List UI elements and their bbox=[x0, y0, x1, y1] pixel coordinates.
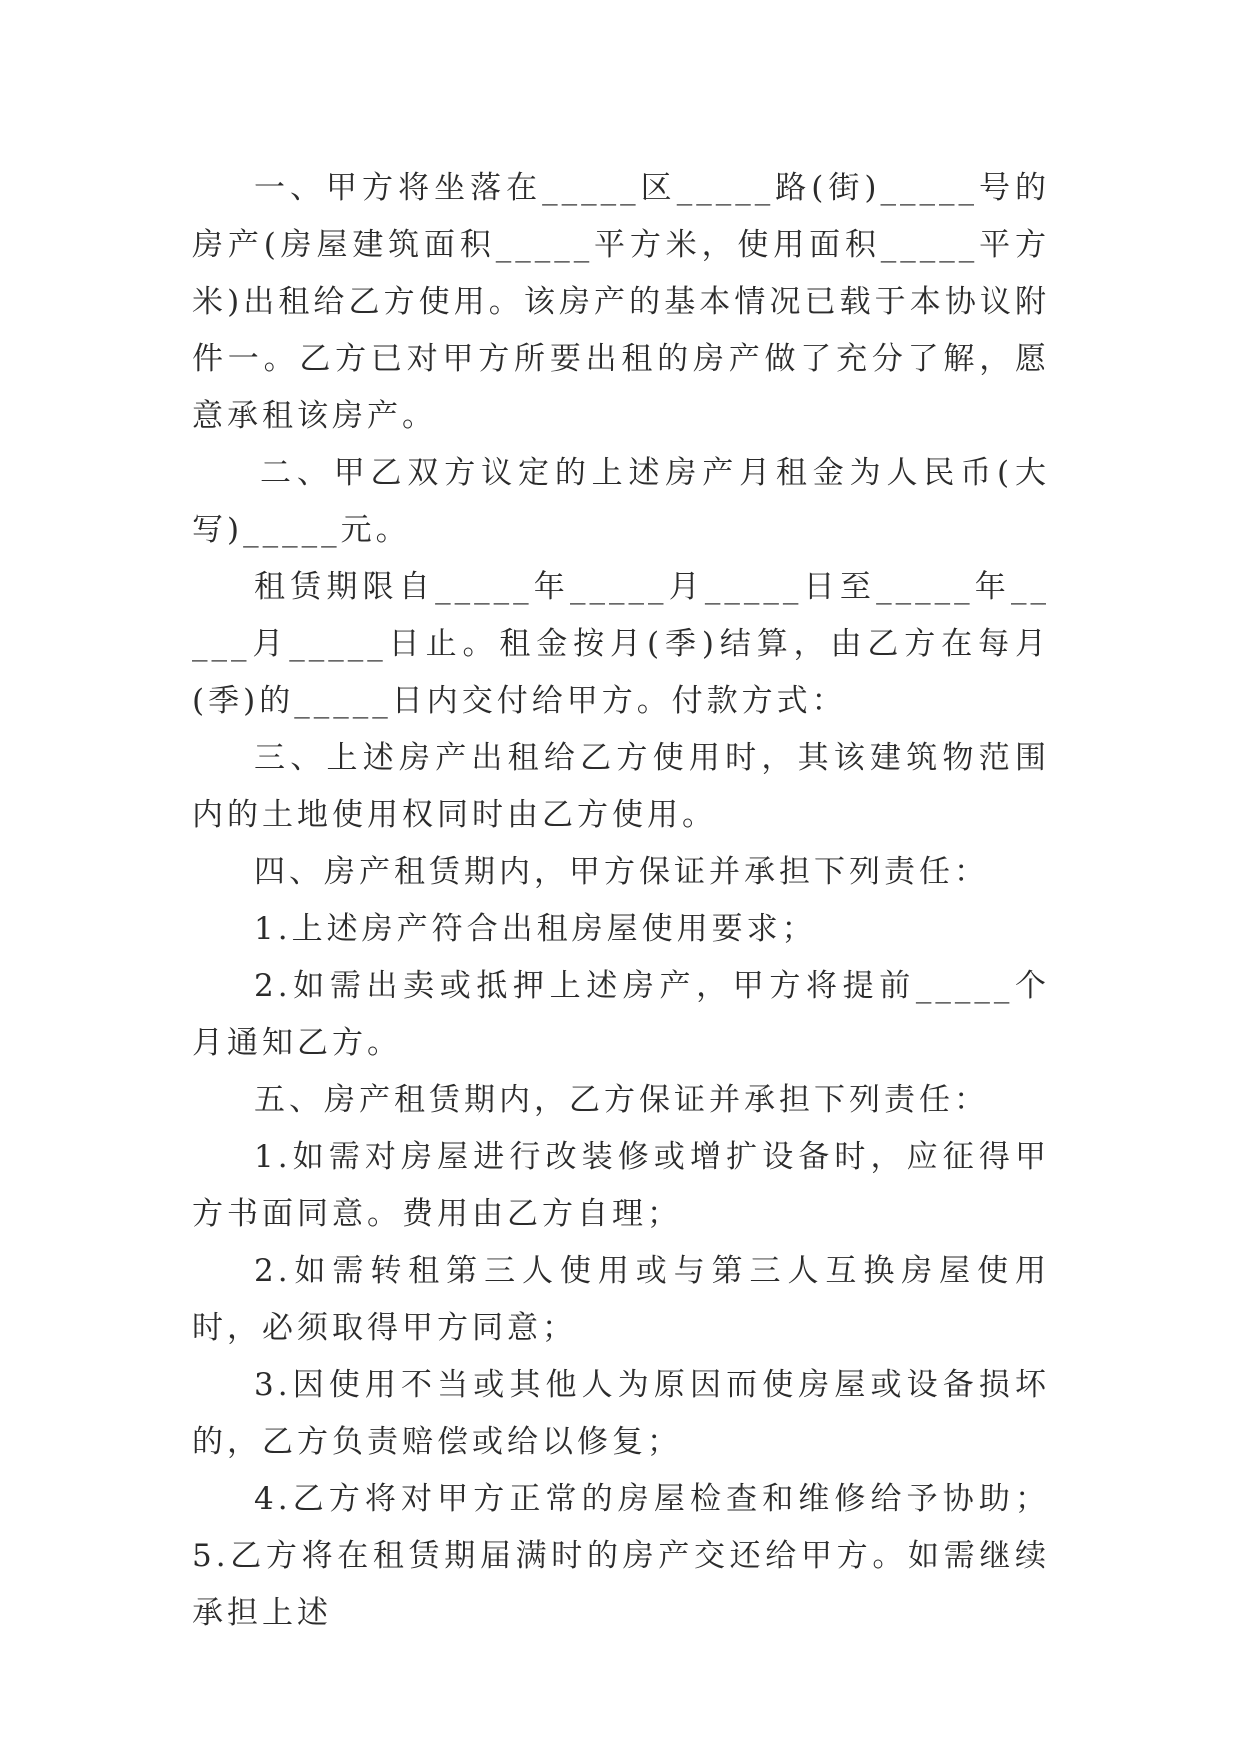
clause-4-item-2: 2.如需出卖或抵押上述房产，甲方将提前_____个月通知乙方。 bbox=[192, 968, 1050, 1061]
clause-5-item-2: 2.如需转租第三人使用或与第三人互换房屋使用时，必须取得甲方同意； bbox=[192, 1253, 1050, 1346]
document-body bbox=[192, 160, 1050, 1642]
clause-2-paragraph: 二、甲乙双方议定的上述房产月租金为人民币(大写)_____元。 bbox=[192, 455, 1050, 548]
clause-4-item-1: 1.上述房产符合出租房屋使用要求； bbox=[254, 911, 817, 947]
clause-5-item-3: 3.因使用不当或其他人为原因而使房屋或设备损坏的，乙方负责赔偿或给以修复； bbox=[192, 1367, 1050, 1460]
clause-5-item-1: 1.如需对房屋进行改装修或增扩设备时，应征得甲方书面同意。费用由乙方自理； bbox=[192, 1139, 1050, 1232]
clause-3-paragraph: 三、上述房产出租给乙方使用时，其该建筑物范围内的土地使用权同时由乙方使用。 bbox=[192, 740, 1050, 833]
clause-5-item-4-5: 4.乙方将对甲方正常的房屋检查和维修给予协助；5.乙方将在租赁期届满时的房产交还给甲方。如需继续承担上述 bbox=[192, 1481, 1050, 1631]
clause-4-heading: 四、房产租赁期内，甲方保证并承担下列责任： bbox=[254, 854, 989, 890]
clause-1-paragraph: 一、甲方将坐落在_____区_____路(街)_____号的房产(房屋建筑面积_____平方米，使用面积_____平方米)出租给乙方使用。该房产的基本情况已载于本协议附件一。乙方已对甲方所要出租的房产做了充分了解，愿意承租该房产。 bbox=[192, 170, 1050, 434]
clause-5-heading: 五、房产租赁期内，乙方保证并承担下列责任： bbox=[254, 1082, 989, 1118]
lease-term-paragraph: 租赁期限自_____年_____月_____日至_____年_____月_____日止。租金按月(季)结算，由乙方在每月(季)的_____日内交付给甲方。付款方式： bbox=[192, 569, 1050, 719]
